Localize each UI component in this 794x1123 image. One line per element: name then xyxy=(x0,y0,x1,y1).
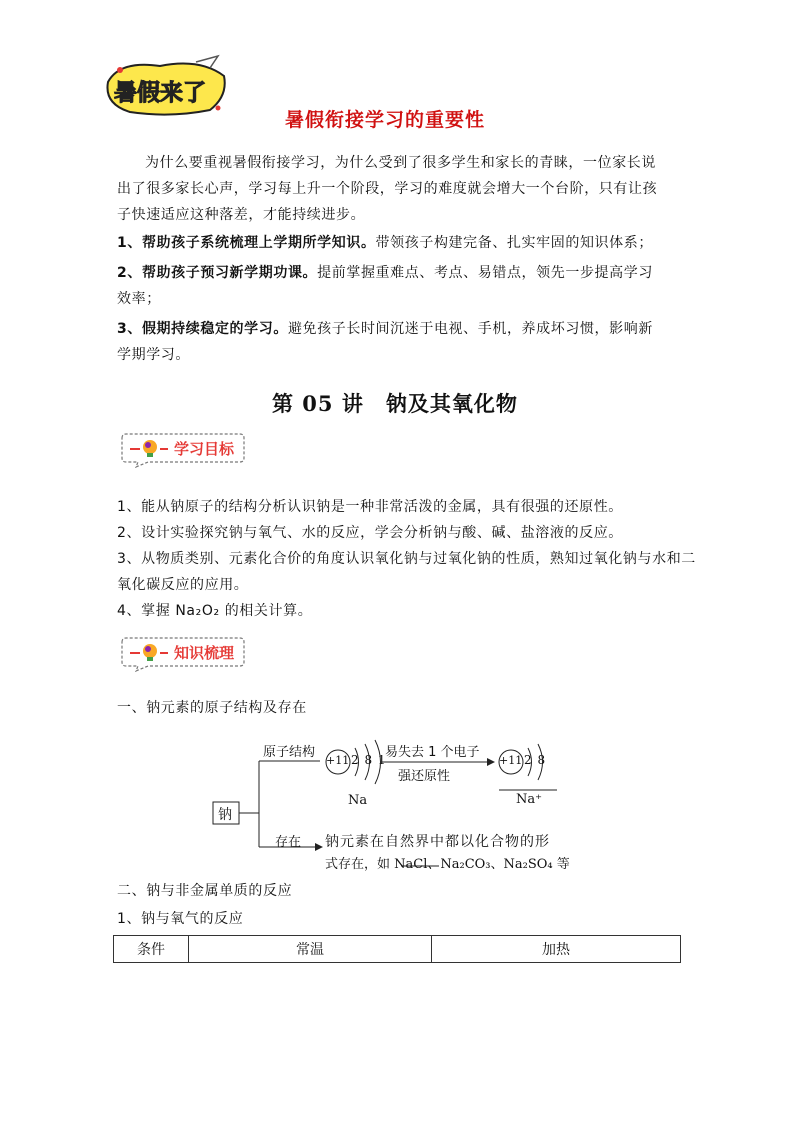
section-heading: 二、钠与非金属单质的反应 xyxy=(117,883,293,899)
goal-item: 4、掌握 Na₂O₂ 的相关计算。 xyxy=(117,603,313,619)
benefit-text: 带领孩子构建完备、扎实牢固的知识体系； xyxy=(375,235,653,251)
page-title: 暑假衔接学习的重要性 xyxy=(285,109,486,131)
logo xyxy=(100,52,230,122)
existence-line-1: 钠元素在自然界中都以化合物的形 xyxy=(325,834,550,850)
ion-shells: 2 8 xyxy=(524,753,546,767)
goal-item: 2、设计实验探究钠与氧气、水的反应，学会分析钠与酸、碱、盐溶液的反应。 xyxy=(117,525,623,541)
badge-label: 知识梳理 xyxy=(174,644,235,662)
arrow-bottom-label: 强还原性 xyxy=(398,769,451,784)
benefit-heading: 3、假期持续稳定的学习。 xyxy=(117,321,288,337)
benefit-text: 避免孩子长时间沉迷于电视、手机，养成坏习惯，影响新 xyxy=(287,321,653,337)
benefit-item xyxy=(117,260,687,286)
svg-text:暑假来了: 暑假来了 xyxy=(114,80,206,106)
learning-goals-badge xyxy=(118,432,248,468)
na-nucleus: +11 xyxy=(326,754,350,767)
goal-item: 1、能从钠原子的结构分析认识钠是一种非常活泼的金属，具有很强的还原性。 xyxy=(117,499,623,515)
benefits-list xyxy=(117,230,687,368)
benefit-heading: 1、帮助孩子系统梳理上学期所学知识。 xyxy=(117,235,376,251)
ion-label: Na⁺ xyxy=(516,792,542,807)
section-heading: 一、钠元素的原子结构及存在 xyxy=(117,700,307,716)
table-header-cell: 条件 xyxy=(114,936,189,963)
existence-line-2: 式存在，如 NaCl、Na₂CO₃、Na₂SO₄ 等 xyxy=(325,857,570,872)
goals-list xyxy=(117,494,697,624)
ion-nucleus: +11 xyxy=(499,754,523,767)
table-header-cell: 常温 xyxy=(189,936,432,963)
diagram-branch-existence: 存在 xyxy=(275,835,302,850)
benefit-text: 提前掌握重难点、考点、易错点，领先一步提高学习 xyxy=(317,265,653,281)
intro-line: 子快速适应这种落差，才能持续进步。 xyxy=(117,207,366,223)
lecture-title: 第 05 讲 钠及其氧化物 xyxy=(272,391,518,416)
reaction-table xyxy=(113,935,681,963)
table-header-row xyxy=(114,936,681,963)
sodium-structure-diagram xyxy=(205,735,605,875)
benefit-heading: 2、帮助孩子预习新学期功课。 xyxy=(117,265,318,281)
table-header-cell: 加热 xyxy=(432,936,681,963)
benefit-item xyxy=(117,230,687,256)
diagram-root: 钠 xyxy=(218,807,232,823)
benefit-text-cont: 效率； xyxy=(117,291,161,307)
intro-line: 出了很多家长心声，学习每上升一个阶段，学习的难度就会增大一个台阶，只有让孩 xyxy=(117,181,658,197)
na-shells: 2 8 1 xyxy=(351,753,386,767)
logo-graphic xyxy=(100,52,230,122)
subsection-heading: 1、钠与氧气的反应 xyxy=(117,911,244,927)
diagram-branch-structure: 原子结构 xyxy=(263,745,316,760)
benefit-text-cont: 学期学习。 xyxy=(117,347,190,363)
na-label: Na xyxy=(348,793,368,808)
intro-paragraph xyxy=(117,150,687,228)
intro-line: 为什么要重视暑假衔接学习，为什么受到了很多学生和家长的青睐，一位家长说 xyxy=(145,155,656,171)
goal-item: 3、从物质类别、元素化合价的角度认识氧化钠与过氧化钠的性质，熟知过氧化钠与水和二 xyxy=(117,551,696,567)
benefit-item xyxy=(117,316,687,342)
arrow-top-label: 易失去 1 个电子 xyxy=(385,745,480,760)
goal-item: 氧化碳反应的应用。 xyxy=(117,577,249,593)
knowledge-badge xyxy=(118,636,248,672)
badge-label: 学习目标 xyxy=(174,440,235,458)
